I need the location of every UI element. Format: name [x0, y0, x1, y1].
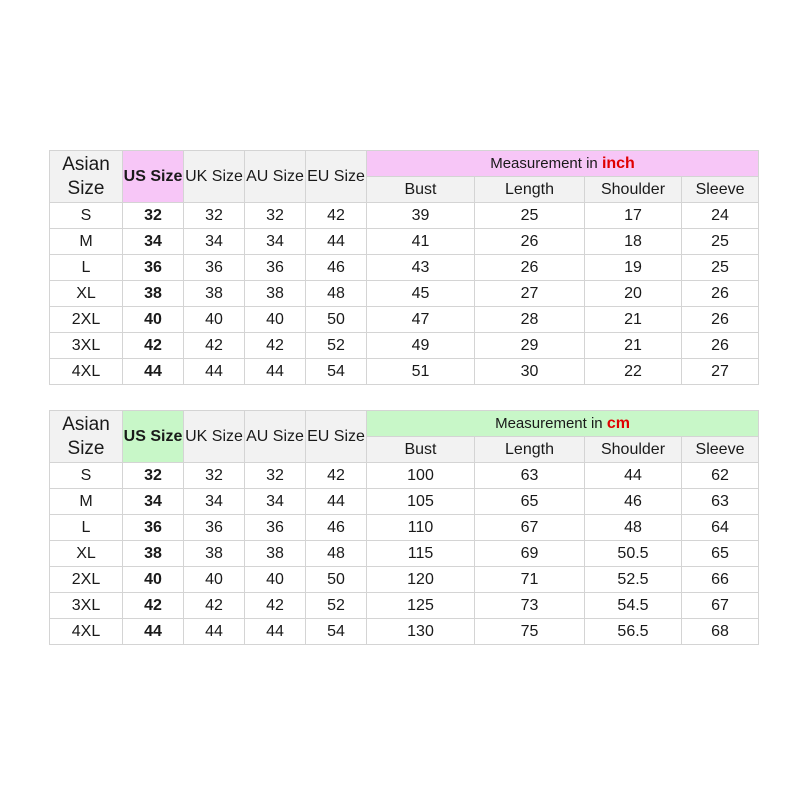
us-size-header: US Size: [123, 411, 184, 463]
uk-size-cell: 36: [184, 255, 245, 281]
us-size-cell: 38: [123, 281, 184, 307]
bust-cell: 130: [367, 619, 475, 645]
asian-size-cell: 2XL: [50, 307, 123, 333]
au-size-cell: 32: [245, 463, 306, 489]
measurement-prefix: Measurement in: [490, 154, 602, 172]
au-size-cell: 36: [245, 515, 306, 541]
eu-size-cell: 46: [306, 515, 367, 541]
length-cell: 65: [475, 489, 585, 515]
size-chart-cm: [49, 410, 759, 645]
asian-size-header: Asian Size: [50, 151, 123, 203]
bust-cell: 45: [367, 281, 475, 307]
asian-size-cell: M: [50, 489, 123, 515]
shoulder-cell: 21: [585, 333, 682, 359]
length-cell: 25: [475, 203, 585, 229]
shoulder-header: Shoulder: [585, 177, 682, 203]
table-row: [50, 359, 759, 385]
us-size-cell: 36: [123, 255, 184, 281]
sleeve-cell: 26: [682, 333, 759, 359]
eu-size-cell: 54: [306, 359, 367, 385]
bust-cell: 51: [367, 359, 475, 385]
uk-size-cell: 36: [184, 515, 245, 541]
shoulder-cell: 50.5: [585, 541, 682, 567]
bust-cell: 105: [367, 489, 475, 515]
asian-size-cell: XL: [50, 281, 123, 307]
uk-size-cell: 40: [184, 307, 245, 333]
sleeve-header: Sleeve: [682, 177, 759, 203]
au-size-cell: 44: [245, 359, 306, 385]
uk-size-cell: 44: [184, 359, 245, 385]
au-size-cell: 36: [245, 255, 306, 281]
asian-size-cell: 4XL: [50, 619, 123, 645]
bust-cell: 120: [367, 567, 475, 593]
eu-size-cell: 48: [306, 281, 367, 307]
table-row: [50, 229, 759, 255]
eu-size-cell: 48: [306, 541, 367, 567]
uk-size-cell: 34: [184, 229, 245, 255]
table-row: [50, 541, 759, 567]
us-size-cell: 36: [123, 515, 184, 541]
eu-size-cell: 50: [306, 307, 367, 333]
length-cell: 75: [475, 619, 585, 645]
sleeve-cell: 68: [682, 619, 759, 645]
length-cell: 30: [475, 359, 585, 385]
eu-size-header: EU Size: [306, 411, 367, 463]
eu-size-cell: 42: [306, 463, 367, 489]
length-cell: 63: [475, 463, 585, 489]
au-size-cell: 42: [245, 593, 306, 619]
sleeve-cell: 67: [682, 593, 759, 619]
eu-size-header: EU Size: [306, 151, 367, 203]
us-size-header: US Size: [123, 151, 184, 203]
sleeve-cell: 64: [682, 515, 759, 541]
sleeve-cell: 24: [682, 203, 759, 229]
eu-size-cell: 44: [306, 229, 367, 255]
measurement-unit: inch: [601, 154, 635, 172]
asian-size-cell: L: [50, 515, 123, 541]
bust-cell: 115: [367, 541, 475, 567]
length-cell: 29: [475, 333, 585, 359]
bust-cell: 110: [367, 515, 475, 541]
sleeve-cell: 62: [682, 463, 759, 489]
us-size-cell: 32: [123, 203, 184, 229]
uk-size-cell: 42: [184, 333, 245, 359]
length-cell: 69: [475, 541, 585, 567]
measurement-header: [367, 411, 759, 437]
measurement-header: [367, 151, 759, 177]
uk-size-cell: 32: [184, 463, 245, 489]
size-chart-inch: [49, 150, 759, 385]
au-size-cell: 44: [245, 619, 306, 645]
au-size-cell: 34: [245, 489, 306, 515]
length-cell: 73: [475, 593, 585, 619]
asian-size-cell: 4XL: [50, 359, 123, 385]
us-size-cell: 34: [123, 229, 184, 255]
eu-size-cell: 44: [306, 489, 367, 515]
table-row: [50, 203, 759, 229]
au-size-header: AU Size: [245, 411, 306, 463]
shoulder-cell: 54.5: [585, 593, 682, 619]
bust-header: Bust: [367, 177, 475, 203]
length-cell: 26: [475, 229, 585, 255]
bust-cell: 43: [367, 255, 475, 281]
table-row: [50, 515, 759, 541]
asian-size-cell: 3XL: [50, 593, 123, 619]
shoulder-cell: 19: [585, 255, 682, 281]
sleeve-header: Sleeve: [682, 437, 759, 463]
shoulder-cell: 44: [585, 463, 682, 489]
au-size-cell: 40: [245, 307, 306, 333]
shoulder-cell: 18: [585, 229, 682, 255]
au-size-cell: 38: [245, 541, 306, 567]
us-size-cell: 40: [123, 567, 184, 593]
uk-size-cell: 38: [184, 281, 245, 307]
shoulder-cell: 52.5: [585, 567, 682, 593]
sleeve-cell: 25: [682, 229, 759, 255]
eu-size-cell: 52: [306, 333, 367, 359]
asian-size-cell: 3XL: [50, 333, 123, 359]
us-size-cell: 42: [123, 593, 184, 619]
bust-cell: 125: [367, 593, 475, 619]
sleeve-cell: 26: [682, 281, 759, 307]
uk-size-cell: 32: [184, 203, 245, 229]
uk-size-cell: 34: [184, 489, 245, 515]
table-row: [50, 489, 759, 515]
shoulder-cell: 20: [585, 281, 682, 307]
length-cell: 27: [475, 281, 585, 307]
us-size-cell: 40: [123, 307, 184, 333]
eu-size-cell: 54: [306, 619, 367, 645]
bust-cell: 100: [367, 463, 475, 489]
asian-size-cell: M: [50, 229, 123, 255]
bust-cell: 49: [367, 333, 475, 359]
measurement-unit: cm: [606, 414, 630, 432]
us-size-cell: 32: [123, 463, 184, 489]
shoulder-cell: 46: [585, 489, 682, 515]
shoulder-cell: 48: [585, 515, 682, 541]
asian-size-cell: L: [50, 255, 123, 281]
table-row: [50, 463, 759, 489]
au-size-cell: 42: [245, 333, 306, 359]
asian-size-cell: 2XL: [50, 567, 123, 593]
us-size-cell: 42: [123, 333, 184, 359]
au-size-cell: 34: [245, 229, 306, 255]
au-size-cell: 38: [245, 281, 306, 307]
bust-cell: 47: [367, 307, 475, 333]
au-size-cell: 32: [245, 203, 306, 229]
asian-size-cell: S: [50, 203, 123, 229]
shoulder-header: Shoulder: [585, 437, 682, 463]
bust-header: Bust: [367, 437, 475, 463]
bust-cell: 39: [367, 203, 475, 229]
table-row: [50, 281, 759, 307]
shoulder-cell: 21: [585, 307, 682, 333]
asian-size-cell: S: [50, 463, 123, 489]
sleeve-cell: 26: [682, 307, 759, 333]
sleeve-cell: 25: [682, 255, 759, 281]
length-header: Length: [475, 177, 585, 203]
table-row: [50, 593, 759, 619]
sleeve-cell: 63: [682, 489, 759, 515]
table-row: [50, 255, 759, 281]
measurement-prefix: Measurement in: [495, 414, 607, 432]
sleeve-cell: 65: [682, 541, 759, 567]
uk-size-cell: 40: [184, 567, 245, 593]
length-cell: 67: [475, 515, 585, 541]
uk-size-header: UK Size: [184, 151, 245, 203]
length-cell: 28: [475, 307, 585, 333]
sleeve-cell: 27: [682, 359, 759, 385]
au-size-header: AU Size: [245, 151, 306, 203]
asian-size-header: Asian Size: [50, 411, 123, 463]
table-row: [50, 567, 759, 593]
shoulder-cell: 22: [585, 359, 682, 385]
length-header: Length: [475, 437, 585, 463]
us-size-cell: 34: [123, 489, 184, 515]
uk-size-header: UK Size: [184, 411, 245, 463]
uk-size-cell: 38: [184, 541, 245, 567]
table-row: [50, 619, 759, 645]
eu-size-cell: 50: [306, 567, 367, 593]
uk-size-cell: 42: [184, 593, 245, 619]
table-row: [50, 307, 759, 333]
us-size-cell: 44: [123, 359, 184, 385]
us-size-cell: 38: [123, 541, 184, 567]
length-cell: 26: [475, 255, 585, 281]
eu-size-cell: 42: [306, 203, 367, 229]
eu-size-cell: 46: [306, 255, 367, 281]
uk-size-cell: 44: [184, 619, 245, 645]
sleeve-cell: 66: [682, 567, 759, 593]
shoulder-cell: 56.5: [585, 619, 682, 645]
table-row: [50, 333, 759, 359]
au-size-cell: 40: [245, 567, 306, 593]
us-size-cell: 44: [123, 619, 184, 645]
eu-size-cell: 52: [306, 593, 367, 619]
bust-cell: 41: [367, 229, 475, 255]
shoulder-cell: 17: [585, 203, 682, 229]
asian-size-cell: XL: [50, 541, 123, 567]
length-cell: 71: [475, 567, 585, 593]
